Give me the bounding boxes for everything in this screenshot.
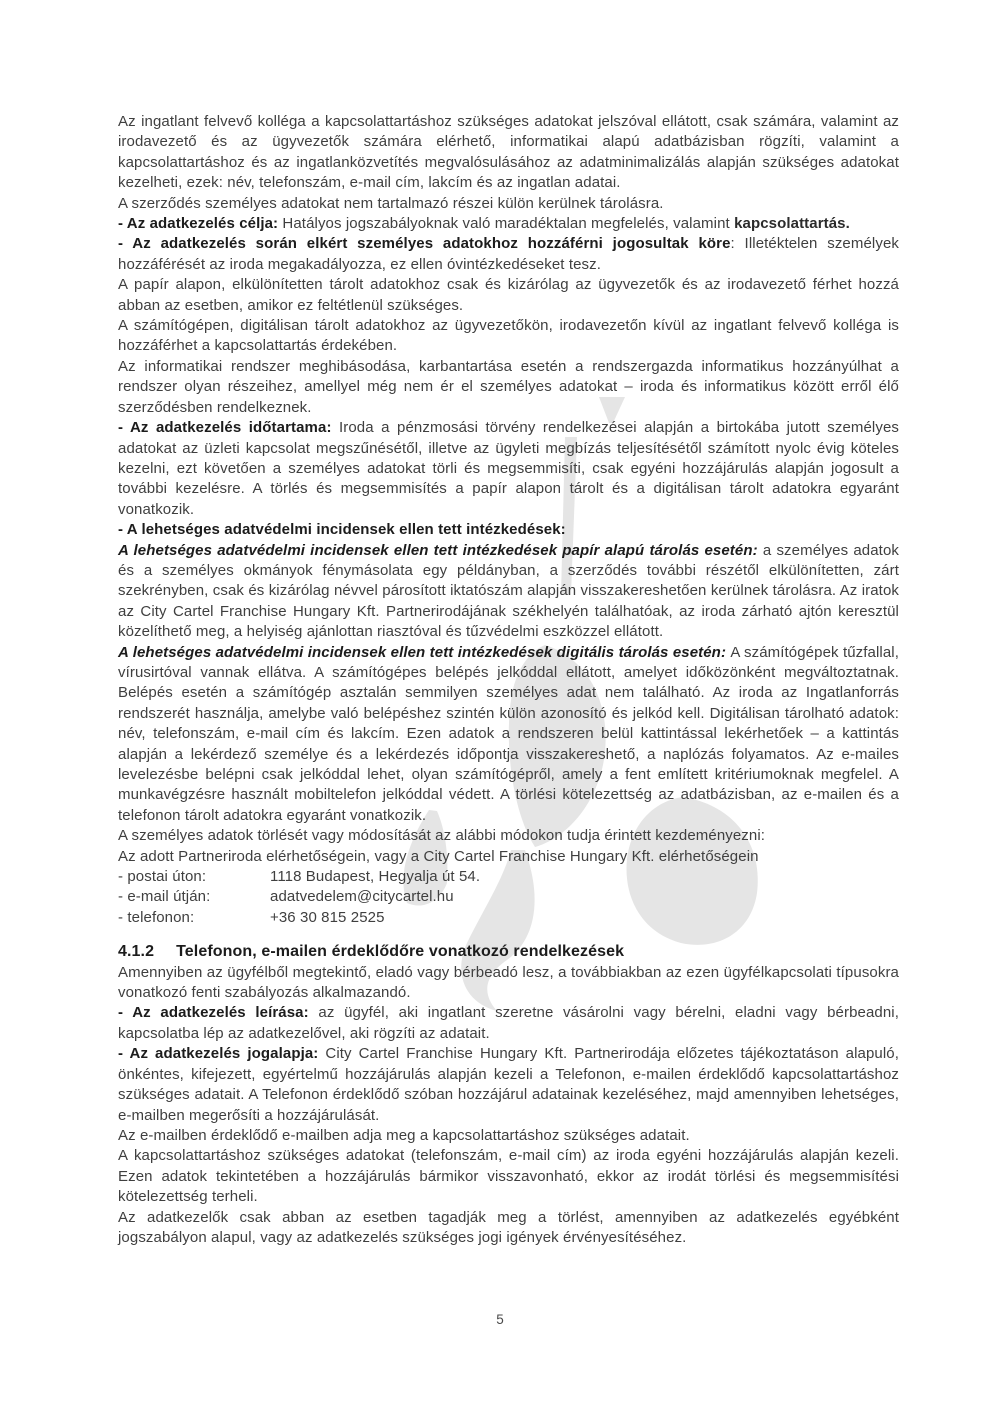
paragraph [118,1044,899,1126]
paragraph [118,1126,899,1146]
text-segment: Amennyiben az ügyfélből megtekintő, eladó vagy bérbeadó lesz, a továbbiakban az ezen ügyfélkapcsolati típusokra vonatkozó fenti szabályozás alkalmazandó. [118,963,899,1002]
paragraph [118,1003,899,1044]
text-segment: A lehetséges adatvédelmi incidensek ellen tett intézkedések digitális tárolás esetén: [118,643,731,661]
paragraph [118,847,899,867]
text-segment: A kapcsolattartáshoz szükséges adatokat (telefonszám, e-mail cím) az iroda egyéni hozzájárulás alapján kezeli. Ezen adatok tekintetében a hozzájárulás bármikor visszavonható, ekkor az irodát törlési és megsemmisítési kötelezettség terheli. [118,1147,899,1206]
contact-row [118,908,899,928]
text-segment: A szerződés személyes adatokat nem tartalmazó részei külön kerülnek tárolásra. [118,194,664,212]
paragraph [118,214,899,234]
text-segment: A számítógépen, digitálisan tárolt adatokhoz az ügyvezetőkön, irodavezetőn kívül az ingatlant felvevő kolléga is hozzáférhet a kapcsolattartás érdekében. [118,317,899,355]
paragraph [118,1208,899,1249]
paragraph [118,541,899,643]
paragraph [118,1146,899,1207]
contact-label: - e-mail útján: [118,888,211,906]
text-segment: Az e-mailben érdeklődő e-mailben adja meg a kapcsolattartáshoz szükséges adatait. [118,1126,690,1144]
contact-value: +36 30 815 2525 [270,908,385,926]
section-number: 4.1.2 [118,943,155,961]
text-segment: Az adatkezelők csak abban az esetben tagadják meg a törlést, amennyiben az adatkezelés egyébként jogszabályon alapul, vagy az adatkezelés szükséges jogi igények érvényesítéséhez. [118,1208,899,1246]
text-segment: kapcsolattartás. [734,215,850,233]
text-segment: Hatályos jogszabályoknak való maradéktalan megfelelés, valamint [282,215,735,233]
document-body [118,112,899,1248]
text-segment: Az informatikai rendszer meghibásodása, karbantartása esetén a rendszergazda informatikus hozzányúlhat a rendszer olyan részeihez, amellyel még nem ér el személyes adatokat – iroda és informatikus között erről élő szerződésben rendelkeznek. [118,357,899,416]
text-segment: - Az adatkezelés célja: [118,215,283,233]
paragraph [118,234,899,275]
contact-value: adatvedelem@citycartel.hu [270,888,454,906]
text-segment: A személyes adatok törlését vagy módosítását az alábbi módokon tudja érintett kezdeményezni: [118,827,766,845]
contact-value: 1118 Budapest, Hegyalja út 54. [270,868,481,886]
paragraph [118,963,899,1004]
page-footer [0,1312,1000,1327]
contact-label: - telefonon: [118,908,195,926]
contact-row [118,867,899,887]
section-heading [118,942,899,962]
text-segment: - Az adatkezelés leírása: [118,1004,319,1022]
contact-label: - postai úton: [118,868,207,886]
contact-row [118,887,899,907]
text-segment: az ügyfél, aki ingatlant szeretne vásárolni vagy bérelni, eladni vagy bérbeadni, kapcsolatba lép az adatkezelővel, aki rögzíti az adatait. [118,1004,899,1042]
text-segment: Az ingatlant felvevő kolléga a kapcsolattartáshoz szükséges adatokat jelszóval ellátott, csak számára, valamint az irodavezető és az ügyvezetők számára elérhető, informatikai alapú adatbázisban rögzíti, valamint a kapcsolattartáshoz és az ingatlanközvetítés megvalósulásához az adatminimalizálás alapján szükséges adatokat kezelheti, ezek: név, telefonszám, e-mail cím, lakcím és az ingatlan adatai. [118,113,899,192]
paragraph [118,643,899,827]
paragraph [118,357,899,418]
text-segment: a személyes adatok és a személyes okmányok fénymásolata egy példányban, a szerződés további részétől elkülönítetten, zárt szekrényben, csak és kizárólag névvel párosított iktatószám alapján visszakereshetően kerülnek tárolásra. Az iratok az City Cartel Franchise Hungary Kft. Partnerirodájának székhelyén találhatóak, az iroda zárható ajtón keresztül közelíthető meg, a helyiség ajánlottan riasztóval és tűzvédelmi eszközzel ellátott. [118,541,899,641]
text-segment: - Az adatkezelés időtartama: [118,419,339,437]
text-segment: - Az adatkezelés során elkért személyes adatokhoz hozzáférni jogosultak köre [118,235,731,253]
text-segment: Iroda a pénzmosási törvény rendelkezései alapján a birtokába jutott személyes adatokat az üzleti kapcsolat megszűnésétől, illetve az ügyleti megbízás teljesítésétől számított nyolc évig köteles kezelni, ezt követően a személyes adatokat törli és megsemmisíti, csak egyéni hozzájárulás alapján jogosult a további kezelésre. A törlés és megsemmisítés a papír alapon tárolt és a digitálisan tárolt adatokra egyaránt vonatkozik. [118,419,899,518]
text-segment: A lehetséges adatvédelmi incidensek ellen tett intézkedések papír alapú tárolás esetén: [118,541,763,559]
text-segment: - Az adatkezelés jogalapja: [118,1045,326,1063]
text-segment: City Cartel Franchise Hungary Kft. Partnerirodája előzetes tájékoztatáson alapuló, önkéntes, kifejezett, egyértelmű hozzájárulás alapján kezeli a Telefonon, e-mailen érdeklődő kapcsolattartáshoz szükséges adatait. A Telefonon érdeklődő szóban hozzájárul adatainak kezeléséhez, majd amennyiben lehetséges, e-mailben megerősíti a hozzájárulását. [118,1045,900,1124]
paragraph [118,826,899,846]
section-title: Telefonon, e-mailen érdeklődőre vonatkozó rendelkezések [176,943,625,961]
paragraph [118,520,899,540]
text-segment: A papír alapon, elkülönítetten tárolt adatokhoz csak és kizárólag az ügyvezetők és az irodavezető férhet hozzá abban az esetben, amikor ez feltétlenül szükséges. [118,276,899,314]
text-segment: A számítógépek tűzfallal, vírusirtóval vannak ellátva. A számítógépes belépés jelkóddal ellátott, amelyet időközönként megváltoztatnak. Belépés esetén a számítógép asztalán semmilyen személyes adat nem található. Az iroda az Ingatlanforrás rendszerét használja, amelybe való belépéshez szintén külön azonosító és jelkód kell. Digitálisan tárolható adatok: név, telefonszám, e-mail cím és lakcím. Ezen adatok a rendszeren belül kattintással lekérhetőek – a kattintás alapján a lekérdező személye és a lekérdezés időpontja visszakereshető, a naplózás folyamatos. Az e-mailes levelezésbe belépni csak jelkóddal lehet, olyan számítógépről, amely a fent említett kritériumoknak megfelel. A munkavégzésre használt mobiltelefon jelkóddal védett. A törlési kötelezettség az adatbázisban, az e-mailen és a telefonon tárolt adatokra egyaránt vonatkozik. [118,643,899,824]
text-segment: Az adott Partneriroda elérhetőségein, vagy a City Cartel Franchise Hungary Kft. elérhetőségein [118,847,759,865]
paragraph [118,194,899,214]
text-segment: - A lehetséges adatvédelmi incidensek ellen tett intézkedések: [118,521,566,539]
paragraph [118,112,899,194]
contact-list [118,867,899,928]
paragraph [118,275,899,316]
text-segment: : Illetéktelen személyek hozzáférését az iroda megakadályozza, ez ellen óvintézkedéseket tesz. [118,235,899,273]
paragraph [118,418,899,520]
paragraph [118,316,899,357]
page-number: 5 [496,1312,504,1327]
